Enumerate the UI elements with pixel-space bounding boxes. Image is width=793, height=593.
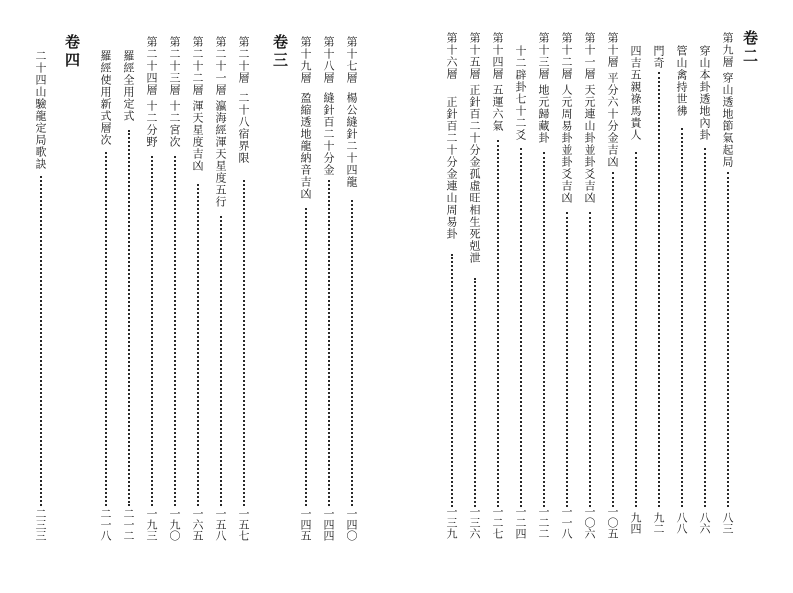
toc-entry-title: 盈縮透地龍納音吉凶 xyxy=(299,92,312,200)
toc-entry-page: 一〇五 xyxy=(606,506,619,539)
toc-entry-title: 平分六十分金吉凶 xyxy=(606,72,619,168)
toc-dot-leader xyxy=(351,200,353,506)
toc-dot-leader xyxy=(566,212,568,507)
toc-dot-leader xyxy=(543,152,545,507)
toc-entry-prefix: 第二十二層 xyxy=(191,36,204,96)
juan-4-heading: 卷四 xyxy=(63,34,81,70)
toc-entry-title: 正針百二十分金孤虛旺相生死剋泄 xyxy=(468,84,481,264)
toc-entry-page: 二一二 xyxy=(122,508,135,541)
toc-entry-prefix: 第十九層 xyxy=(299,36,312,84)
toc-dot-leader xyxy=(305,208,307,506)
toc-dot-leader xyxy=(589,212,591,507)
toc-entry-title: 瀛海經渾天星度五行 xyxy=(214,100,227,208)
toc-entry-page: 一四四 xyxy=(322,508,335,541)
toc-entry-title: 地元歸藏卦 xyxy=(537,84,550,144)
toc-dot-leader xyxy=(151,156,153,506)
toc-dot-leader xyxy=(128,130,130,506)
juan-2-heading: 卷二 xyxy=(741,30,759,66)
toc-entry-page: 一二二 xyxy=(537,506,550,539)
toc-dot-leader xyxy=(197,184,199,506)
toc-entry-page: 一五八 xyxy=(214,508,227,541)
toc-entry-title: 管山禽持世彿 xyxy=(675,45,688,117)
toc-entry-title: 四吉五親祿馬貴人 xyxy=(629,45,642,141)
toc-entry-prefix: 第十五層 xyxy=(468,32,481,80)
toc-entry-prefix: 第十二層 xyxy=(560,32,573,80)
toc-dot-leader xyxy=(174,156,176,506)
toc-dot-leader xyxy=(474,278,476,507)
toc-entry-prefix: 第二十四層 xyxy=(145,36,158,96)
toc-entry-page: 一五七 xyxy=(237,508,250,541)
toc-entry-title: 羅經全用定式 xyxy=(122,50,135,122)
toc-entry-prefix: 第九層 xyxy=(721,32,734,68)
toc-entry-title: 十二宮次 xyxy=(168,100,181,148)
juan-3-heading: 卷三 xyxy=(271,34,289,70)
toc-entry-page: 一九三 xyxy=(145,508,158,541)
toc-entry-title: 門奇 xyxy=(652,45,665,69)
toc-entry-prefix: 第二十一層 xyxy=(214,36,227,96)
toc-entry-title: 十二辟卦七十二爻 xyxy=(514,45,527,141)
toc-entry-page: 一一八 xyxy=(560,506,573,539)
toc-dot-leader xyxy=(704,148,706,507)
toc-entry-prefix: 第十七層 xyxy=(345,36,358,84)
toc-entry-title: 五運六氣 xyxy=(491,84,504,132)
toc-entry-page: 一九〇 xyxy=(168,508,181,541)
toc-dot-leader xyxy=(727,172,729,507)
toc-dot-leader xyxy=(220,216,222,506)
toc-entry-page: 八六 xyxy=(698,512,711,534)
toc-entry-prefix: 第十三層 xyxy=(537,32,550,80)
toc-dot-leader xyxy=(497,140,499,507)
toc-entry-prefix: 第十六層 xyxy=(445,32,458,80)
toc-dot-leader xyxy=(520,148,522,507)
toc-entry-page: 一二四 xyxy=(514,506,527,539)
toc-entry-title: 二十八宿界限 xyxy=(237,92,250,164)
toc-entry-title: 穿山透地節氣起局 xyxy=(721,72,734,168)
toc-entry-title: 十二分野 xyxy=(145,100,158,148)
toc-dot-leader xyxy=(681,128,683,507)
toc-entry-title: 天元連山卦並卦爻吉凶 xyxy=(583,84,596,204)
right-page xyxy=(430,0,793,593)
toc-dot-leader xyxy=(612,172,614,507)
toc-entry-page: 二一八 xyxy=(99,508,112,541)
toc-dot-leader xyxy=(328,180,330,506)
toc-entry-page: 一〇六 xyxy=(583,506,596,539)
toc-entry-page: 一四〇 xyxy=(345,508,358,541)
toc-entry-prefix: 第二十層 xyxy=(237,36,250,84)
toc-entry-page: 一二七 xyxy=(491,506,504,539)
toc-entry-page: 九二 xyxy=(652,512,665,534)
toc-entry-title: 人元周易卦並卦爻吉凶 xyxy=(560,84,573,204)
toc-entry-title: 楊公縫針二十四龍 xyxy=(345,92,358,188)
toc-entry-prefix: 第十層 xyxy=(606,32,619,68)
toc-entry-page: 一四五 xyxy=(299,508,312,541)
toc-dot-leader xyxy=(105,152,107,506)
toc-dot-leader xyxy=(658,72,660,507)
toc-entry-page: 一三六 xyxy=(468,506,481,539)
toc-dot-leader xyxy=(40,176,42,506)
toc-entry-page: 一三九 xyxy=(445,506,458,539)
toc-entry-page: 一六五 xyxy=(191,508,204,541)
toc-entry-page: 九四 xyxy=(629,512,642,534)
toc-entry-prefix: 第十四層 xyxy=(491,32,504,80)
toc-dot-leader xyxy=(635,152,637,507)
toc-entry-page: 二三三 xyxy=(34,508,47,541)
toc-dot-leader xyxy=(451,254,453,507)
toc-dot-leader xyxy=(243,180,245,506)
toc-entry-title: 穿山本卦透地內卦 xyxy=(698,45,711,141)
toc-entry-prefix: 第十八層 xyxy=(322,36,335,84)
toc-entry-title: 羅經使用新式層次 xyxy=(99,50,112,146)
toc-entry-page: 八八 xyxy=(675,512,688,534)
toc-entry-title: 渾天星度吉凶 xyxy=(191,100,204,172)
toc-entry-title: 正針百二十分金連山周易卦 xyxy=(445,96,458,240)
toc-entry-page: 八三 xyxy=(721,512,734,534)
toc-entry-prefix: 第十一層 xyxy=(583,32,596,80)
toc-entry-title: 縫針百二十分金 xyxy=(322,92,335,176)
toc-entry-prefix: 第二十三層 xyxy=(168,36,181,96)
toc-entry-title: 二十四山驗龍定局歌訣 xyxy=(34,50,47,170)
